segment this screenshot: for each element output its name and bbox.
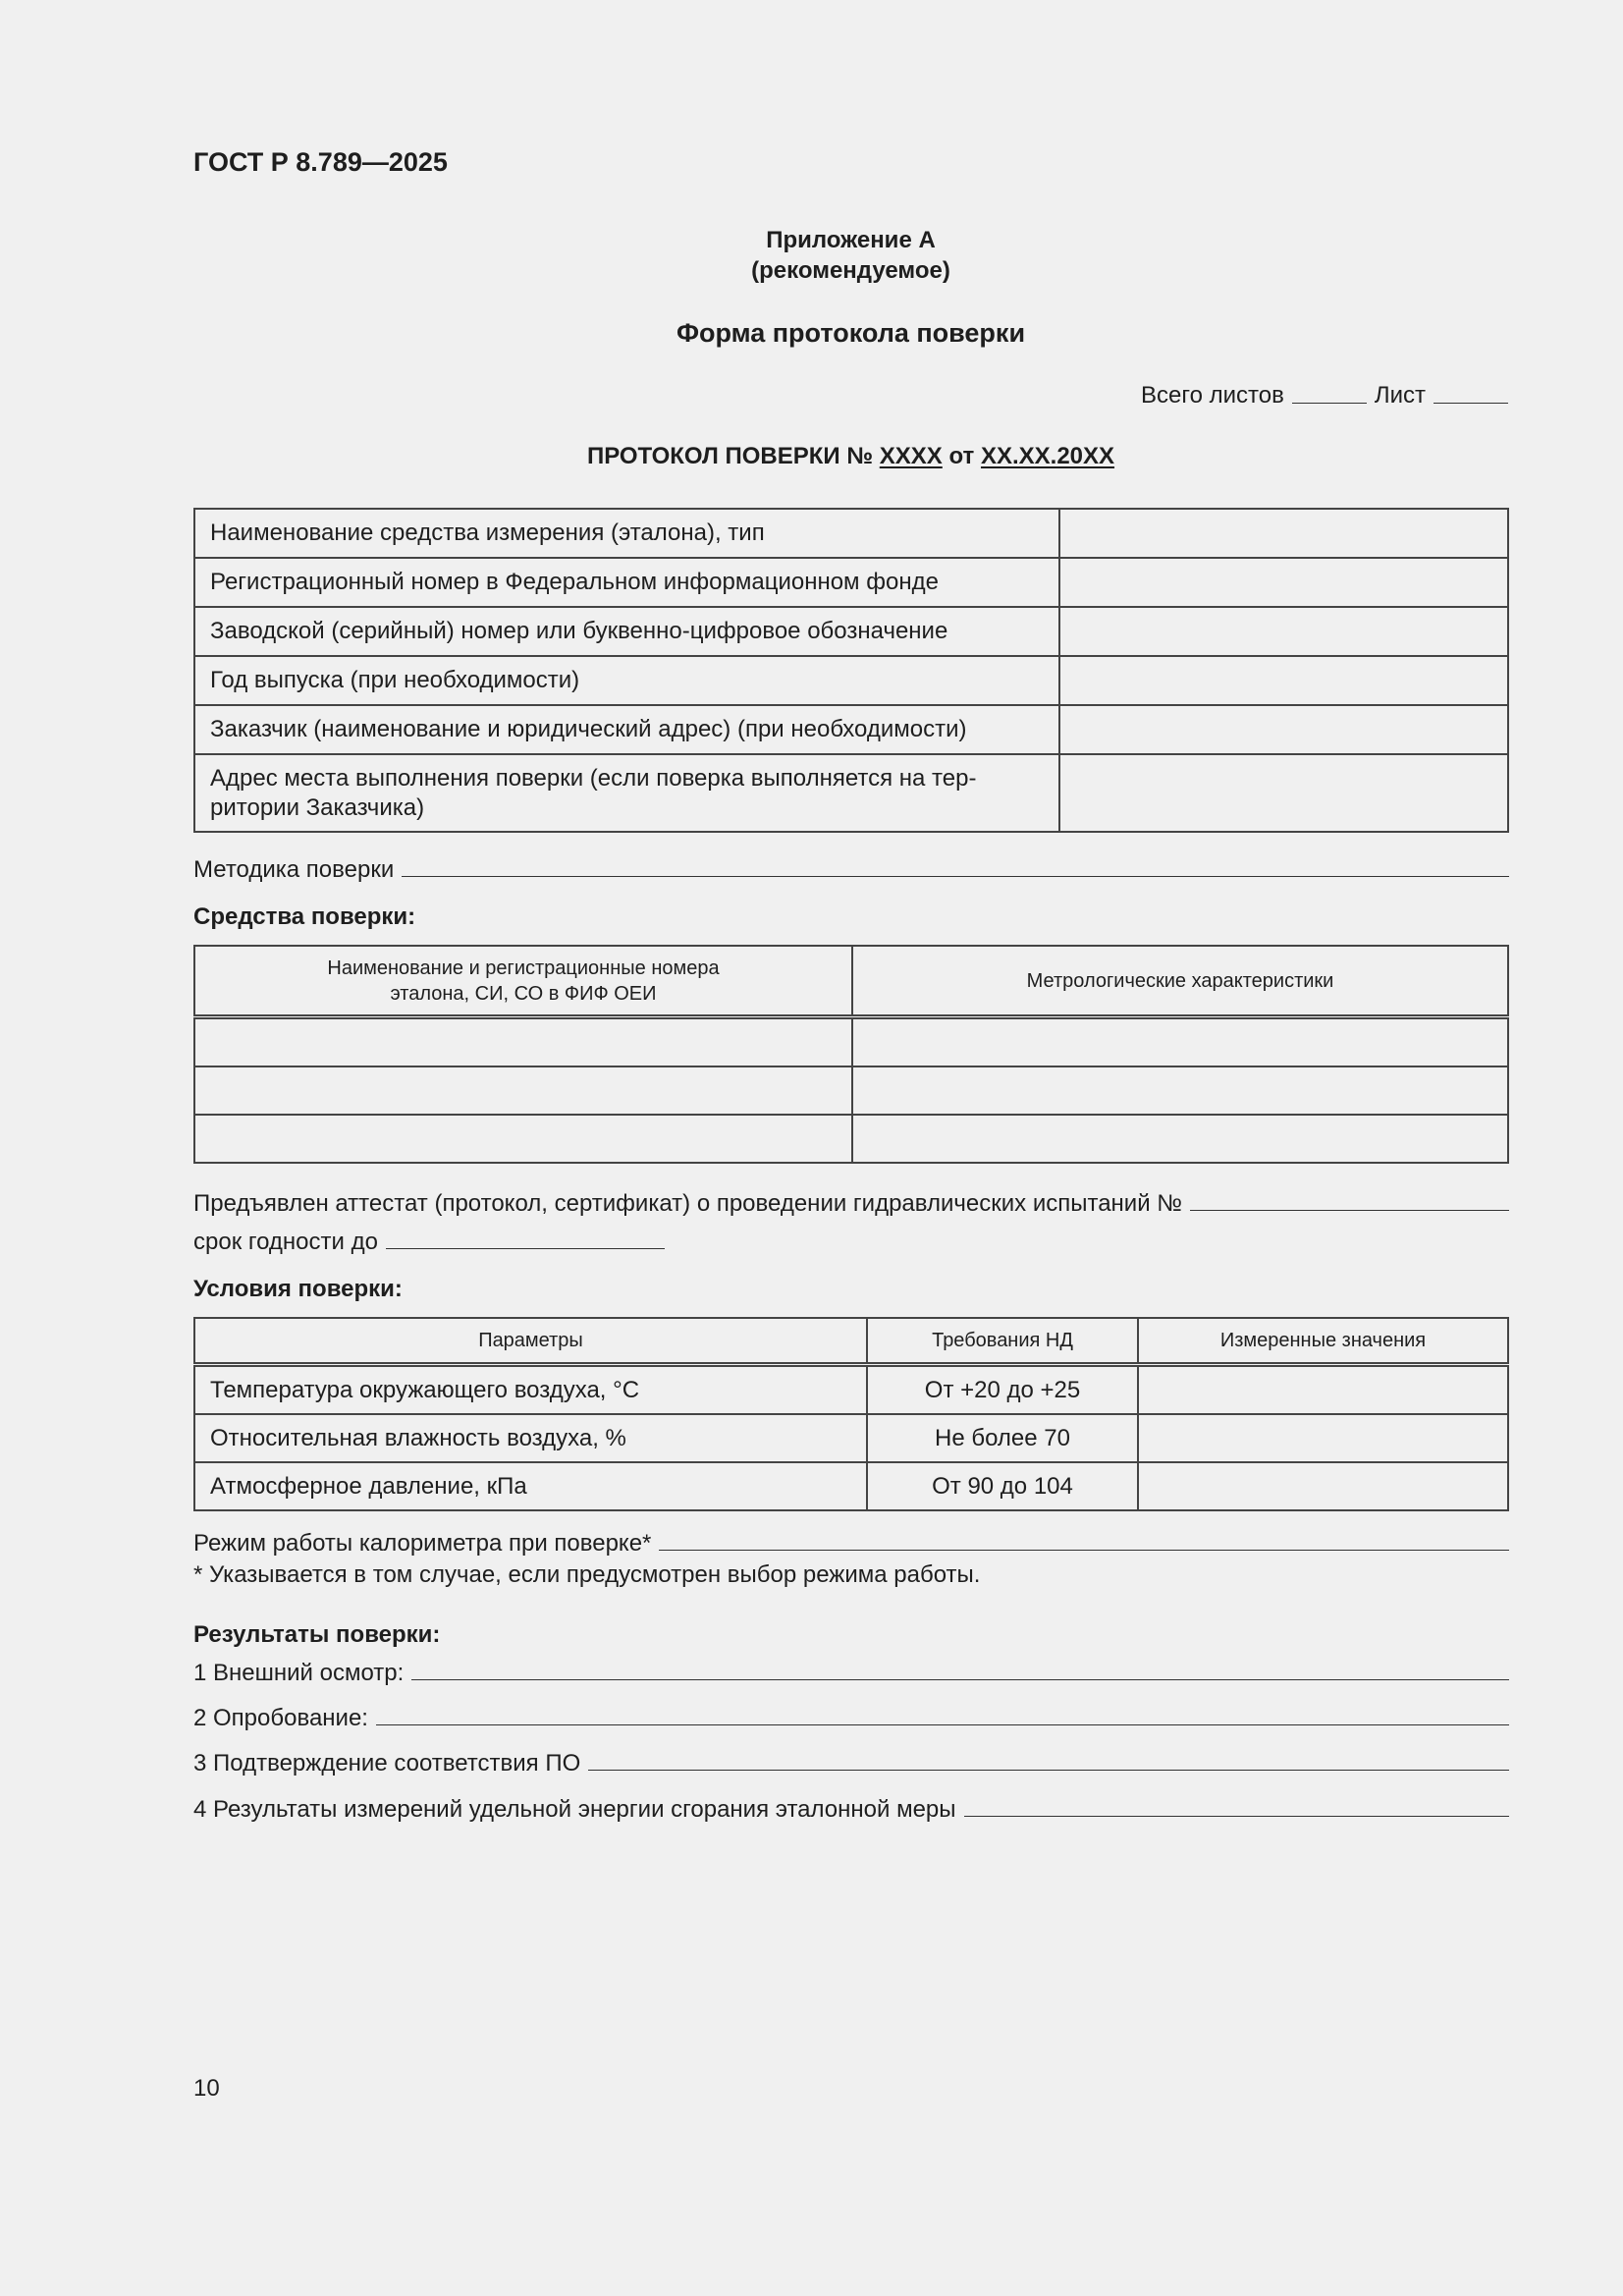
protocol-number: XXXX bbox=[879, 443, 943, 469]
means-cell[interactable] bbox=[852, 1017, 1508, 1067]
table-row bbox=[194, 607, 1508, 656]
identification-value-cell[interactable] bbox=[1059, 558, 1508, 607]
appendix-title: Приложение А bbox=[766, 227, 936, 253]
means-header-characteristics: Метрологические характеристики bbox=[852, 946, 1508, 1017]
certificate-number-blank[interactable] bbox=[1190, 1209, 1509, 1211]
results-title: Результаты поверки: bbox=[193, 1621, 441, 1648]
condition-requirement: Не более 70 bbox=[867, 1414, 1138, 1462]
identification-label: Заводской (серийный) номер или буквенно-цифровое обозначение bbox=[194, 607, 1059, 656]
means-title: Средства поверки: bbox=[193, 903, 416, 930]
table-row bbox=[194, 705, 1508, 754]
means-cell[interactable] bbox=[194, 1115, 852, 1163]
method-line bbox=[193, 856, 1509, 884]
identification-value-cell[interactable] bbox=[1059, 705, 1508, 754]
result-label: 3 Подтверждение соответствия ПО bbox=[193, 1750, 581, 1777]
means-cell[interactable] bbox=[852, 1115, 1508, 1163]
conditions-header-requirements: Требования НД bbox=[867, 1318, 1138, 1365]
condition-requirement: От 90 до 104 bbox=[867, 1462, 1138, 1510]
result-label: 1 Внешний осмотр: bbox=[193, 1660, 405, 1686]
table-row bbox=[194, 558, 1508, 607]
means-table bbox=[193, 945, 1509, 1164]
table-row bbox=[194, 1414, 1508, 1462]
validity-blank[interactable] bbox=[386, 1247, 665, 1249]
protocol-heading bbox=[0, 443, 1623, 470]
table-row bbox=[194, 1462, 1508, 1510]
protocol-date: XX.XX.20XX bbox=[980, 443, 1115, 469]
total-sheets-label: Всего листов bbox=[1141, 382, 1284, 409]
document-standard-header: ГОСТ Р 8.789—2025 bbox=[193, 147, 448, 177]
means-cell[interactable] bbox=[194, 1017, 852, 1067]
identification-label: Заказчик (наименование и юридический адрес) (при необходимости) bbox=[194, 705, 1059, 754]
condition-measured-cell[interactable] bbox=[1138, 1365, 1508, 1415]
table-row bbox=[194, 754, 1508, 832]
identification-table bbox=[193, 508, 1509, 833]
means-cell[interactable] bbox=[194, 1066, 852, 1115]
conditions-header-parameters: Параметры bbox=[194, 1318, 867, 1365]
identification-label: Адрес места выполнения поверки (если поверка выполняется на тер- ритории Заказчика) bbox=[194, 754, 1059, 832]
sheet-label: Лист bbox=[1374, 382, 1426, 409]
means-cell[interactable] bbox=[852, 1066, 1508, 1115]
result-label: 2 Опробование: bbox=[193, 1705, 368, 1731]
condition-parameter: Относительная влажность воздуха, % bbox=[194, 1414, 867, 1462]
appendix-status: (рекомендуемое) bbox=[751, 257, 950, 284]
result-blank[interactable] bbox=[588, 1769, 1509, 1771]
means-header-name: Наименование и регистрационные номера эталона, СИ, СО в ФИФ ОЕИ bbox=[194, 946, 852, 1017]
sheet-count-line bbox=[1141, 382, 1508, 410]
result-line bbox=[193, 1750, 1509, 1777]
identification-label: Регистрационный номер в Федеральном информационном фонде bbox=[194, 558, 1059, 607]
identification-value-cell[interactable] bbox=[1059, 754, 1508, 832]
result-blank[interactable] bbox=[411, 1678, 1509, 1680]
identification-label: Год выпуска (при необходимости) bbox=[194, 656, 1059, 705]
appendix-heading bbox=[0, 225, 1623, 286]
method-label: Методика поверки bbox=[193, 856, 395, 883]
certificate-line bbox=[193, 1190, 1509, 1218]
mode-label: Режим работы калориметра при поверке* bbox=[193, 1530, 652, 1557]
identification-value-cell[interactable] bbox=[1059, 607, 1508, 656]
protocol-date-prefix: от bbox=[948, 443, 975, 469]
table-row bbox=[194, 656, 1508, 705]
mode-blank[interactable] bbox=[659, 1549, 1509, 1551]
condition-measured-cell[interactable] bbox=[1138, 1462, 1508, 1510]
identification-value-cell[interactable] bbox=[1059, 509, 1508, 558]
table-row bbox=[194, 1365, 1508, 1415]
identification-label: Наименование средства измерения (эталона), тип bbox=[194, 509, 1059, 558]
certificate-text: Предъявлен аттестат (протокол, сертификат) о проведении гидравлических испытаний № bbox=[193, 1190, 1183, 1217]
table-header-row bbox=[194, 1318, 1508, 1365]
result-blank[interactable] bbox=[964, 1815, 1509, 1817]
table-row bbox=[194, 1066, 1508, 1115]
condition-measured-cell[interactable] bbox=[1138, 1414, 1508, 1462]
table-row bbox=[194, 509, 1508, 558]
method-blank[interactable] bbox=[402, 875, 1509, 877]
form-title: Форма протокола поверки bbox=[676, 318, 1026, 348]
sheet-blank bbox=[1434, 402, 1508, 404]
result-line bbox=[193, 1705, 1509, 1732]
result-line bbox=[193, 1660, 1509, 1687]
mode-line bbox=[193, 1530, 1509, 1558]
condition-parameter: Атмосферное давление, кПа bbox=[194, 1462, 867, 1510]
result-blank[interactable] bbox=[376, 1723, 1509, 1725]
validity-line bbox=[193, 1229, 665, 1256]
conditions-header-measured: Измеренные значения bbox=[1138, 1318, 1508, 1365]
table-row bbox=[194, 1115, 1508, 1163]
conditions-title: Условия поверки: bbox=[193, 1276, 403, 1302]
table-header-row bbox=[194, 946, 1508, 1017]
result-line bbox=[193, 1796, 1509, 1824]
total-sheets-blank bbox=[1292, 402, 1367, 404]
mode-footnote: * Указывается в том случае, если предусмотрен выбор режима работы. bbox=[193, 1561, 981, 1588]
conditions-table bbox=[193, 1317, 1509, 1511]
identification-value-cell[interactable] bbox=[1059, 656, 1508, 705]
validity-label: срок годности до bbox=[193, 1229, 378, 1255]
table-row bbox=[194, 1017, 1508, 1067]
page-number: 10 bbox=[193, 2075, 220, 2102]
result-label: 4 Результаты измерений удельной энергии сгорания эталонной меры bbox=[193, 1796, 956, 1823]
condition-requirement: От +20 до +25 bbox=[867, 1365, 1138, 1415]
condition-parameter: Температура окружающего воздуха, °С bbox=[194, 1365, 867, 1415]
protocol-prefix: ПРОТОКОЛ ПОВЕРКИ № bbox=[586, 443, 874, 469]
